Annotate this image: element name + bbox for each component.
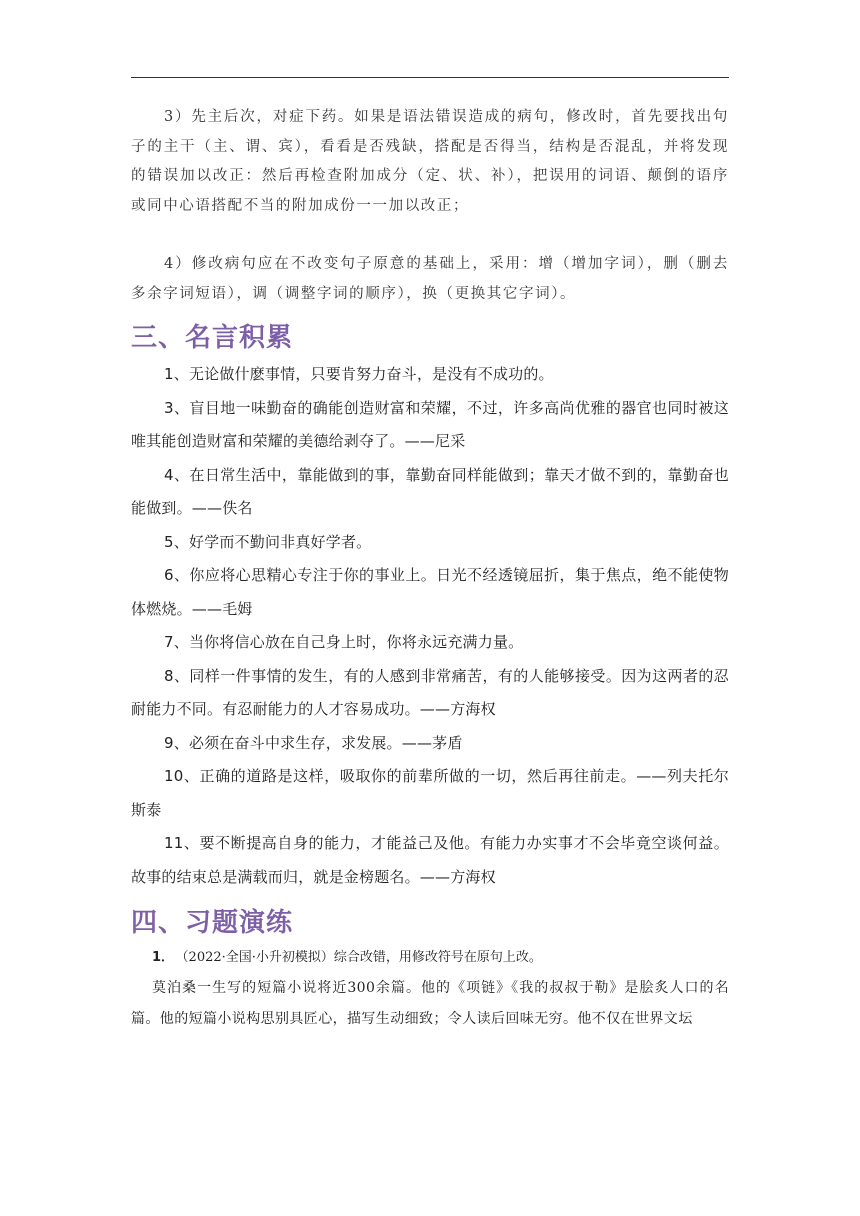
quote-item: 8、同样一件事情的发生，有的人感到非常痛苦，有的人能够接受。因为这两者的忍耐能力不同。有忍耐能力的人才容易成功。——方海权 [131,666,729,718]
header-rule [131,77,729,78]
quote-item: 11、要不断提高自身的能力，才能益己及他。有能力办实事才不会毕竟空谈何益。故事的结束总是满载而归，就是金榜题名。——方海权 [131,834,729,886]
quote-item: 1、无论做什麽事情，只要肯努力奋斗，是没有不成功的。 [164,365,554,383]
quote-item: 9、必须在奋斗中求生存，求发展。——茅盾 [164,733,463,752]
exercise-number: 1． [152,950,175,965]
method-paragraph-3: 3）先主后次，对症下药。如果是语法错误造成的病句，修改时，首先要找出句子的主干（主、谓、宾），看看是否残缺，搭配是否得当，结构是否混乱，并将发现的错误加以改正：然后再检查附加成分（定、状、补），把误用的词语、颠倒的语序或同中心语搭配不当的附加成份一一加以改正； [131,109,729,214]
quote-item: 4、在日常生活中，靠能做到的事，靠勤奋同样能做到；靠天才做不到的，靠勤奋也能做到。——佚名 [131,465,729,517]
quote-list [131,358,729,894]
document-body [131,103,729,1035]
quote-item: 3、盲目地一味勤奋的确能创造财富和荣耀，不过，许多高尚优雅的器官也同时被这唯其能创造财富和荣耀的美德给剥夺了。——尼采 [131,398,729,450]
exercise-title-text: （2022·全国·小升初模拟）综合改错，用修改符号在原句上改。 [182,950,542,965]
quote-item: 10、正确的道路是这样，吸取你的前辈所做的一切，然后再往前走。——列夫托尔斯泰 [131,767,729,819]
quote-item: 6、你应将心思精心专注于你的事业上。日光不经透镜屈折，集于焦点，绝不能使物体燃烧。——毛姆 [131,566,729,618]
quote-item: 5、好学而不勤问非真好学者。 [164,532,372,551]
section-heading-quotes: 三、名言积累 [131,323,294,353]
exercise-body: 莫泊桑一生写的短篇小说将近300余篇。他的《项链》《我的叔叔于勒》是脍炙人口的名篇。他的短篇小说构思别具匠心，描写生动细致；令人读后回味无穷。他不仅在世界文坛 [131,980,729,1027]
exercise-title [131,943,729,973]
method-paragraph-4: 4）修改病句应在不改变句子原意的基础上，采用：增（增加字词），删（删去多余字词短语），调（调整字词的顺序），换（更换其它字词）。 [131,256,729,302]
quote-item: 7、当你将信心放在自己身上时，你将永远充满力量。 [164,633,524,651]
section-heading-exercises: 四、习题演练 [131,908,294,938]
